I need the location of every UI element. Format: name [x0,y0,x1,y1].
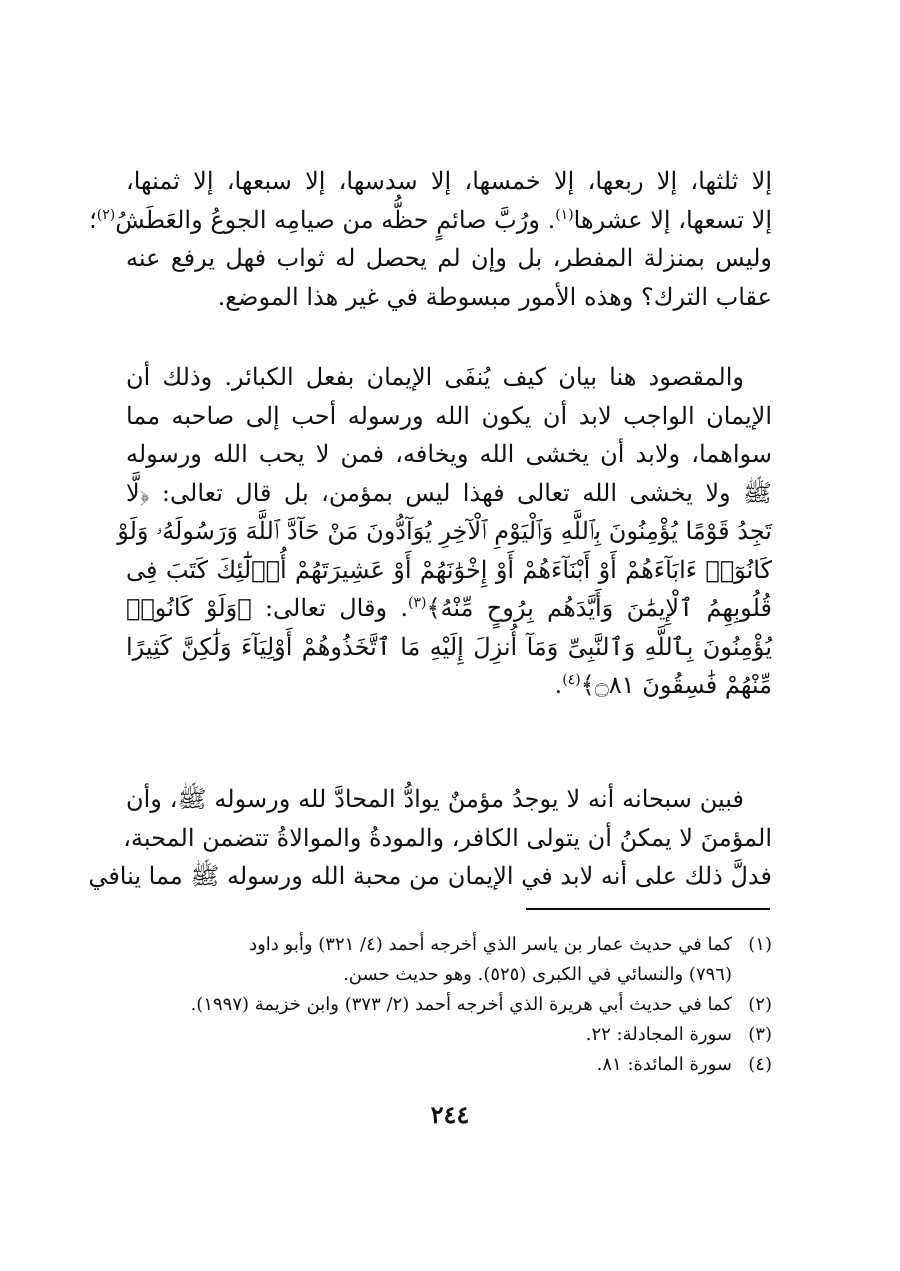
footnote-number: (١) [748,934,772,955]
text-line: عقاب الترك؟ وهذه الأمور مبسوطة في غير هذا الموضع. [217,282,772,311]
footnote-text: كما في حديث أبي هريرة الذي أخرجه أحمد (٢/ ٣٧٣) وابن خزيمة (١٩٩٧). [190,994,732,1015]
text-segment: ؛ [89,205,97,234]
footnote-text: (٧٩٦) والنسائي في الكبرى (٥٢٥). وهو حديث حسن. [343,964,732,985]
footnote-2 [126,990,772,1020]
paragraph-2 [117,358,772,705]
text-line: سواهما، ولابد أن يخشى الله ويخافه، فمن لا يحب الله ورسوله [126,440,772,468]
text-line: فدلَّ ذلك على أنه لابد في الإيمان من محبة الله ورسوله ﷺ مما ينافي [88,862,772,890]
text-line: والمقصود هنا بيان كيف يُنفَى الإيمان بفعل الكبائر. وذلك أن [126,363,744,391]
footnote-number: (٢) [748,994,772,1015]
text-line: إلا ثلثها، إلا ربعها، إلا خمسها، إلا سدسها، إلا سبعها، إلا ثمنها، [126,167,772,195]
text-segment: . [554,671,563,699]
footnote-text: سورة المجادلة: ٢٢. [585,1024,732,1045]
text-line [126,589,772,628]
paragraph-1 [89,162,772,316]
quran-verse-line: كَانُوٓا۟ ءَابَآءَهُمْ أَوْ أَبْنَآءَهُمْ أَوْ إِخْوَٰنَهُمْ أَوْ عَشِيرَتَهُمْ أُو۟لَٰٓئِكَ كَتَبَ فِى [126,555,772,584]
quran-verse-line: تَجِدُ قَوْمًا يُؤْمِنُونَ بِٱللَّهِ وَٱلْيَوْمِ ٱلْآخِرِ يُوَآدُّونَ مَنْ حَآدَّ ٱللَّهَ وَرَسُولَهُۥ وَلَوْ [117,517,772,545]
footnote-ref[interactable]: (٤) [562,672,581,688]
text-line: الإيمان الواجب لابد أن يكون الله ورسوله أحب إلى صاحبه مما [126,401,772,430]
text-line: ﷺ ولا يخشى الله تعالى فهذا ليس بمؤمن، بل قال تعالى: ﴿لَّا [126,478,772,507]
footnote-1-continued [126,960,772,990]
text-segment: . وقال تعالى: ﴿وَلَوْ كَانُوا۟ [126,594,408,622]
footnote-text: كما في حديث عمار بن ياسر الذي أخرجه أحمد (٤/ ٣٢١) وأبو داود [249,934,732,955]
page-number: ٢٤٤ [430,1100,470,1129]
paragraph-3 [88,780,772,896]
text-segment: . ورُبَّ صائمٍ حظُّه من صيامِه الجوعُ والعَطَشُ [115,205,556,234]
footnote-1 [126,930,772,960]
footnote-ref[interactable]: (٣) [407,595,427,611]
text-line: وليس بمنزلة المفطر، بل وإن لم يحصل له ثواب فهل يرفع عنه [126,244,772,272]
quran-verse-segment: قُلُوبِهِمُ ٱلْإِيمَٰنَ وَأَيَّدَهُم بِرُوحٍ مِّنْهُ﴾ [426,594,772,622]
footnote-3 [126,1020,772,1050]
text-line [89,201,772,240]
footnote-text: سورة المائدة: ٨١. [596,1054,732,1075]
text-line: فبين سبحانه أنه لا يوجدُ مؤمنٌ يوادُّ المحادَّ لله ورسوله ﷺ، وأن [126,785,744,813]
footnote-ref[interactable]: (١) [555,206,574,223]
quran-verse-segment: مِّنْهُمْ فَٰسِقُونَ ۝٨١﴾ [580,671,772,699]
footnote-4 [126,1050,772,1080]
footnote-number: (٣) [748,1024,772,1045]
text-line [126,666,772,705]
text-segment: إلا تسعها، إلا عشرها [573,205,772,234]
text-line: المؤمنَ لا يمكنُ أن يتولى الكافر، والمودةُ والموالاةُ تتضمن المحبة، [123,823,772,852]
footnote-number: (٤) [748,1054,772,1075]
quran-verse-line: يُؤْمِنُونَ بِٱللَّهِ وَٱلنَّبِىِّ وَمَآ أُنزِلَ إِلَيْهِ مَا ٱتَّخَذُوهُمْ أَوْلِيَآءَ وَلَٰكِنَّ كَثِيرًا [126,632,772,661]
footnote-ref[interactable]: (٢) [96,206,116,223]
footnote-separator [526,908,770,910]
footnotes [126,930,772,1080]
